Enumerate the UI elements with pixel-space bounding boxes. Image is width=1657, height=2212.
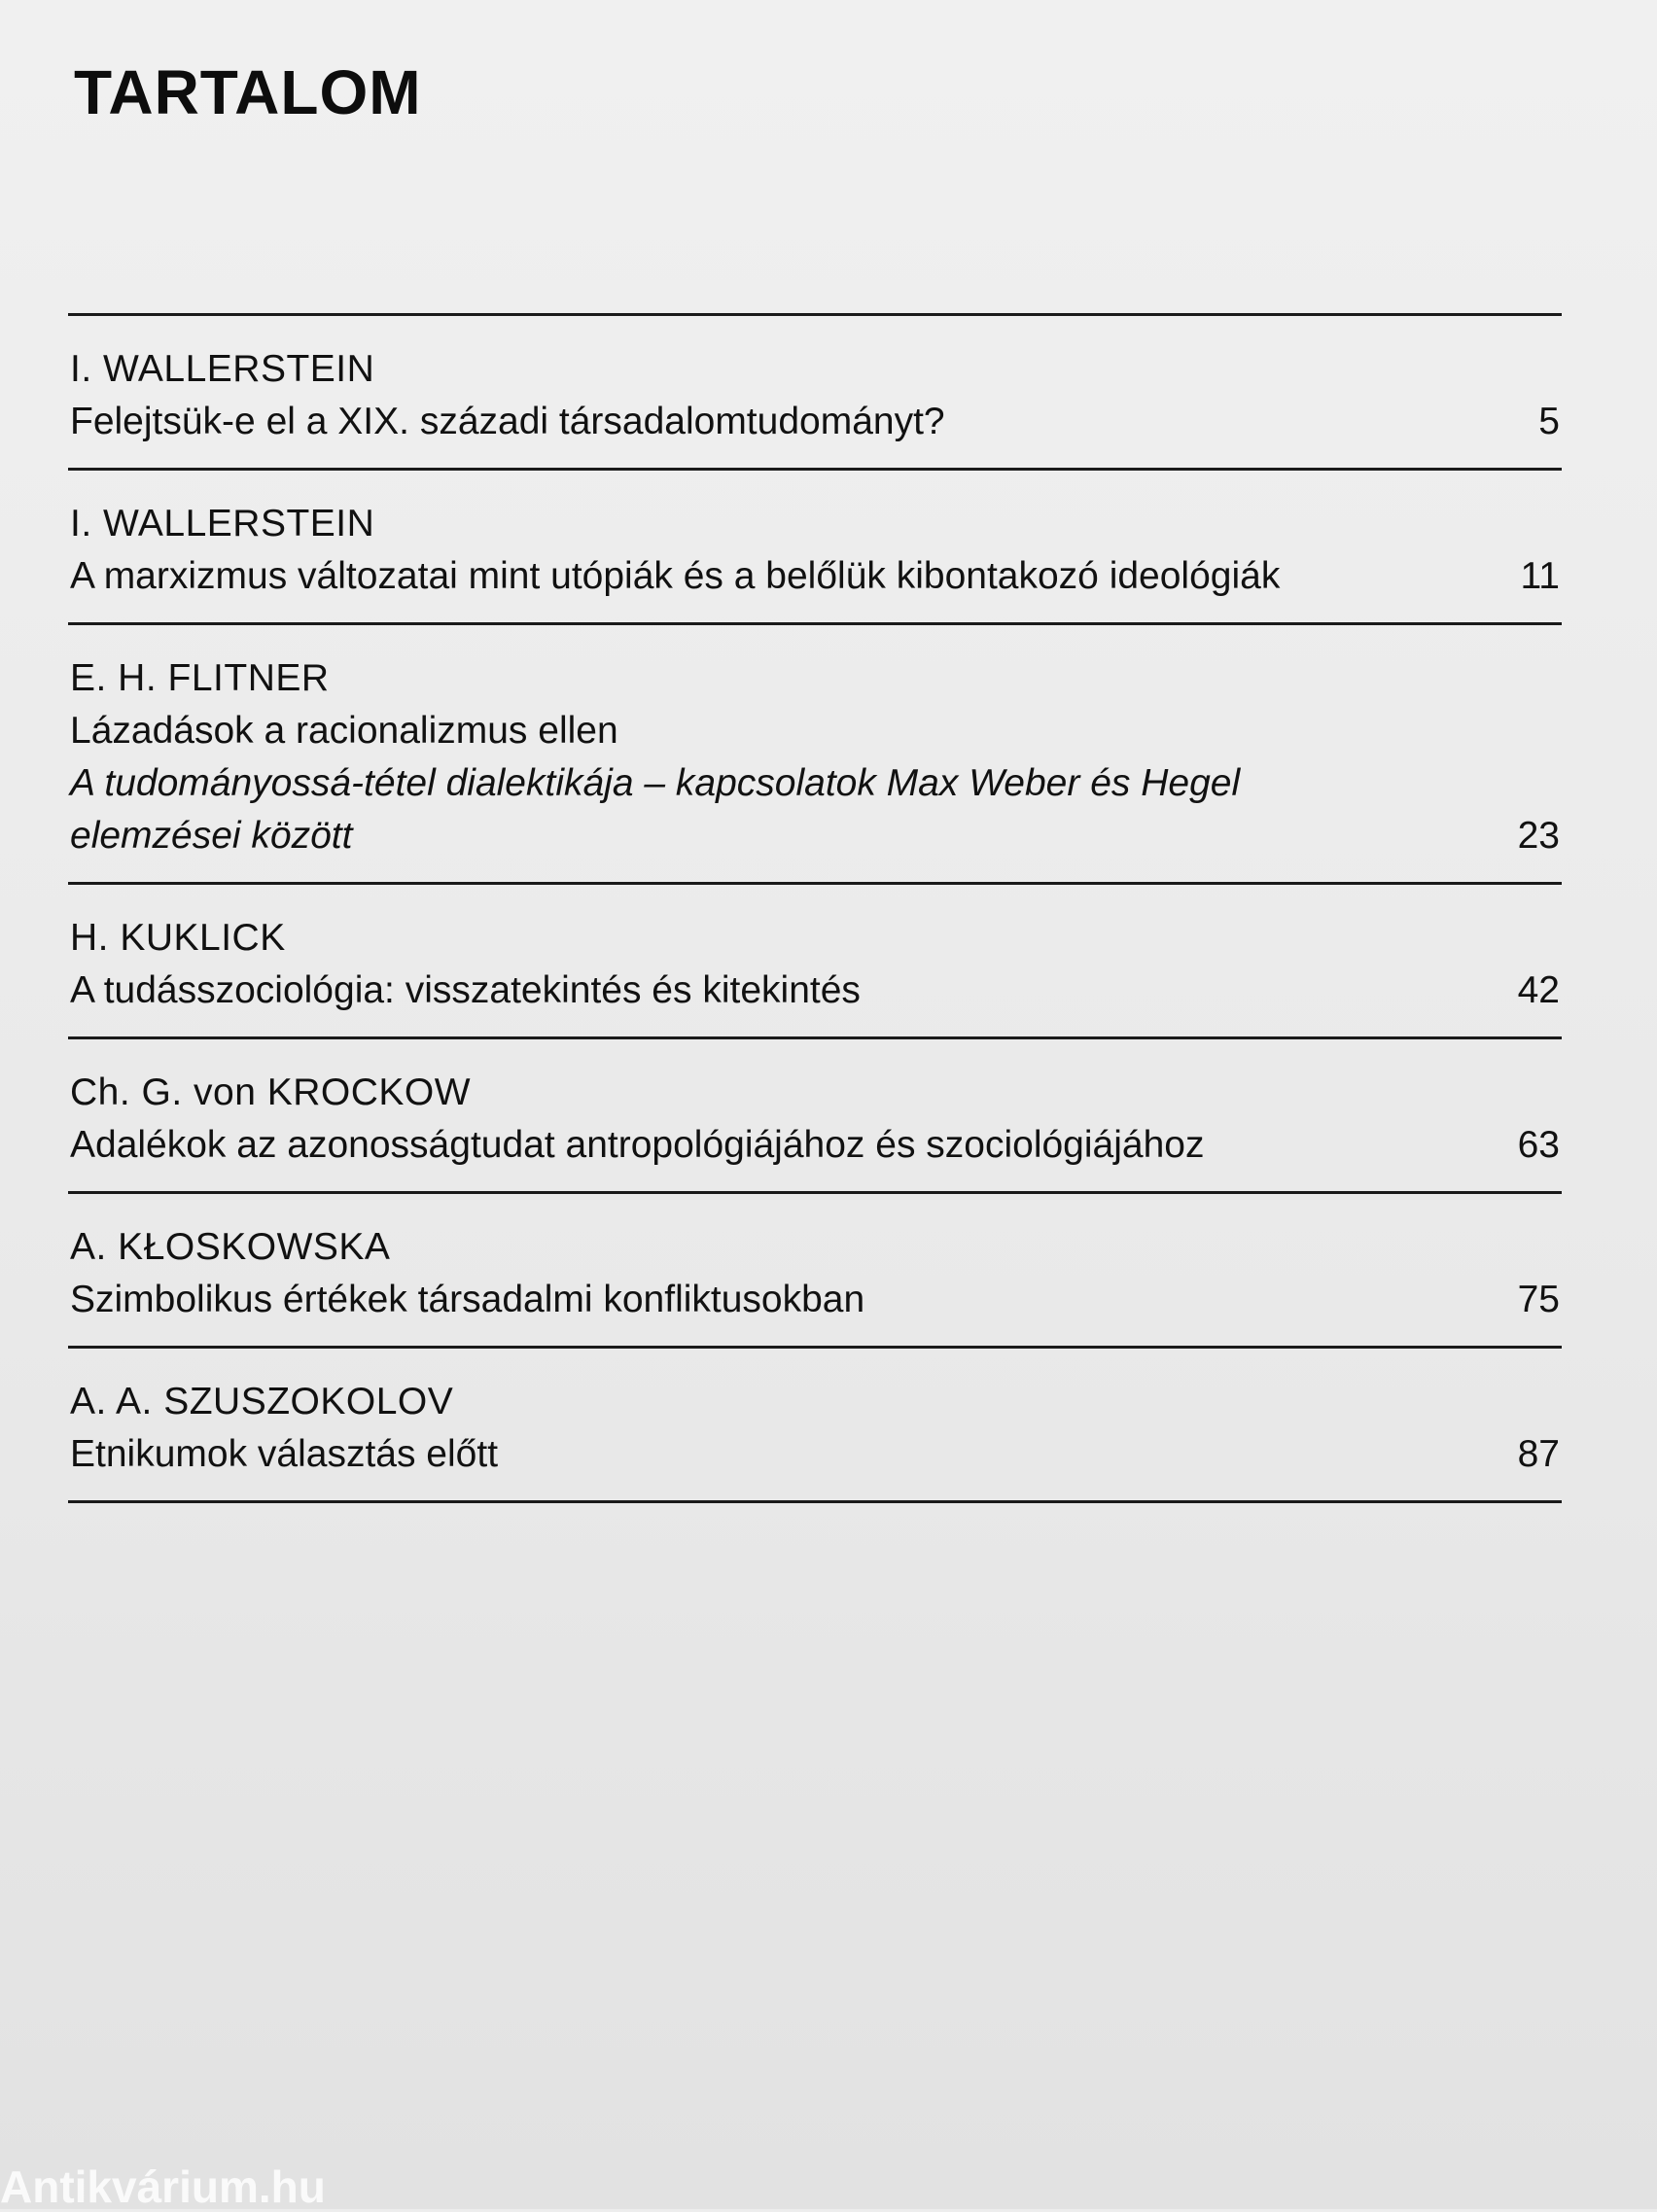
entry-author: I. WALLERSTEIN [70,503,375,544]
entry-title: Lázadások a racionalizmus ellen [70,710,618,752]
toc-entry [68,316,1562,468]
entry-title: Adalékok az azonosságtudat antropológiájához és szociológiájához [70,1124,1205,1166]
divider [68,1500,1562,1503]
entry-title: A tudásszociológia: visszatekintés és kitekintés [70,969,861,1011]
entry-author: H. KUKLICK [70,917,286,959]
entry-title: Szimbolikus értékek társadalmi konfliktusokban [70,1279,865,1320]
entry-page-number: 5 [1538,401,1560,442]
toc-entry [68,1349,1562,1500]
entry-page-number: 23 [1517,815,1560,857]
toc-entry [68,625,1562,882]
entry-page-number: 87 [1517,1433,1560,1475]
table-of-contents [68,313,1562,1503]
toc-entry [68,471,1562,622]
entry-title: A marxizmus változatai mint utópiák és a belőlük kibontakozó ideológiák [70,555,1281,597]
page-title: TARTALOM [74,57,422,127]
entry-page-number: 63 [1517,1124,1560,1166]
entry-page-number: 42 [1517,969,1560,1011]
entry-author: E. H. FLITNER [70,657,330,699]
entry-title: Felejtsük-e el a XIX. századi társadalomtudományt? [70,401,945,442]
entry-author: Ch. G. von KROCKOW [70,1071,472,1113]
entry-page-number: 11 [1520,555,1560,597]
toc-entry [68,1039,1562,1191]
entry-subtitle: A tudományossá-tétel dialektikája – kapcsolatok Max Weber és Hegel [70,762,1241,804]
entry-author: I. WALLERSTEIN [70,348,375,390]
toc-entry [68,1194,1562,1346]
entry-subtitle: elemzései között [70,815,353,857]
entry-author: A. A. SZUSZOKOLOV [70,1381,454,1422]
toc-entry [68,885,1562,1036]
entry-author: A. KŁOSKOWSKA [70,1226,391,1268]
entry-page-number: 75 [1517,1279,1560,1320]
watermark: Antikvárium.hu [0,2161,326,2212]
entry-title: Etnikumok választás előtt [70,1433,499,1475]
